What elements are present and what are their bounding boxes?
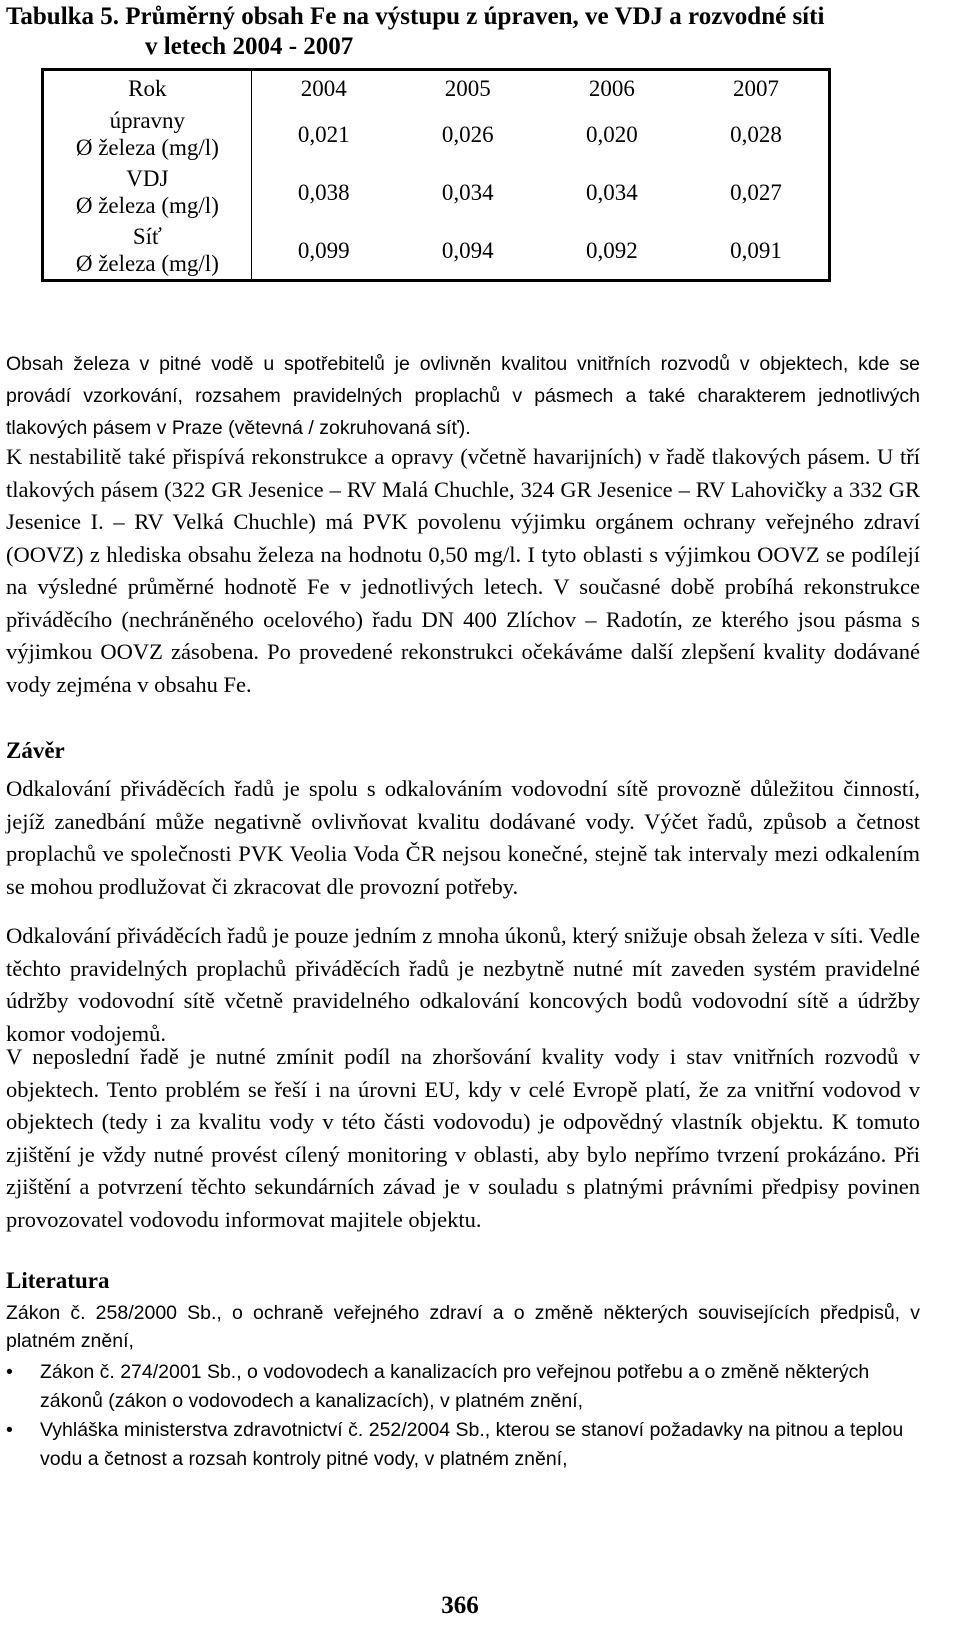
list-item-text: Vyhláška ministerstva zdravotnictví č. 252/2004 Sb., kterou se stanoví požadavky na pitnou a teplou vodu a četnost a rozsah kontroly pitné vody, v platném znění, [40, 1419, 904, 1470]
bullet-icon: • [6, 1361, 13, 1383]
bullet-icon: • [6, 1419, 13, 1441]
conclusion-heading: Závěr [6, 738, 65, 763]
conclusion-paragraph-1: Odkalování přiváděcích řadů je spolu s odkalováním vodovodní sítě provozně důležitou činností, jejíž zanedbání může negativně ovlivňovat kvalitu dodávané vody. Výčet řadů, způsob a četnost proplachů ve společnosti PVK Veolia Voda ČR nejsou konečné, stejně tak intervaly mezi odkalením se mohou prodlužovat či zkracovat dle provozní potřeby. [6, 776, 920, 899]
value-cell: 0,021 [297, 121, 350, 147]
header-year-cell: 2005 [444, 75, 491, 101]
row-label-top: VDJ [126, 166, 169, 191]
value-cell: 0,034 [585, 179, 638, 205]
list-item [6, 1416, 920, 1474]
row-label-top: úpravny [109, 108, 186, 133]
value-cell: 0,026 [441, 121, 494, 147]
literature-first-entry: Zákon č. 258/2000 Sb., o ochraně veřejného zdraví a o změně některých souvisejících předpisů, v platném znění, [6, 1302, 920, 1352]
intro-paragraph-sans: Obsah železa v pitné vodě u spotřebitelů je ovlivněn kvalitou vnitřních rozvodů v objektech, kde se provádí vzorkování, rozsahem pravidelných proplachů v pásmech a také charakterem jednotlivých tlakových pásem v Praze (větevná / zokruhovaná síť). [6, 353, 920, 439]
header-year-cell: 2007 [732, 75, 779, 101]
value-cell: 0,028 [730, 121, 782, 147]
row-label-bottom: Ø železa (mg/l) [75, 193, 219, 218]
row-label-top: Síť [132, 224, 162, 249]
row-label-bottom: Ø železa (mg/l) [75, 251, 219, 276]
table-row [43, 163, 830, 221]
iron-content-table [41, 68, 831, 282]
header-label-cell: Rok [43, 70, 252, 106]
table-caption-line1: Tabulka 5. Průměrný obsah Fe na výstupu z úpraven, ve VDJ a rozvodné síti [6, 3, 825, 30]
header-year-cell: 2004 [300, 75, 347, 101]
list-item [6, 1358, 920, 1416]
value-cell: 0,099 [297, 237, 350, 263]
page-number: 366 [441, 1592, 479, 1619]
row-label-cell [43, 105, 252, 163]
table-header-row [43, 70, 830, 106]
value-cell: 0,020 [585, 121, 638, 147]
table-row [43, 105, 830, 163]
literature-heading: Literatura [6, 1268, 110, 1293]
list-item-text: Zákon č. 274/2001 Sb., o vodovodech a kanalizacích pro veřejnou potřebu a o změně některých zákonů (zákon o vodovodech a kanalizacích), v platném znění, [40, 1361, 870, 1412]
value-cell: 0,094 [441, 237, 494, 263]
conclusion-paragraph-3: V neposlední řadě je nutné zmínit podíl na zhoršování kvality vody i stav vnitřních rozvodů v objektech. Tento problém se řeší i na úrovni EU, kdy v celé Evropě platí, že za vnitřní vodovod v objektech (tedy i za kvalitu vody v této části vodovodu) je odpovědný vlastník objektu. K tomuto zjištění je vždy nutné provést cílený monitoring v oblasti, aby bylo nepřímo tvrzení prokázáno. Při zjištění a potvrzení těchto sekundárních závad je v souladu s platnými právními předpisy povinen provozovatel vodovodu informovat majitele objektu. [6, 1044, 920, 1232]
table-caption-line2: v letech 2004 - 2007 [145, 33, 354, 60]
row-label-bottom: Ø železa (mg/l) [75, 135, 219, 160]
conclusion-paragraph-2: Odkalování přiváděcích řadů je pouze jedním z mnoha úkonů, který snižuje obsah železa v síti. Vedle těchto pravidelných proplachů přiváděcích řadů je nezbytně nutné mít zaveden systém pravidelné údržby vodovodní sítě včetně pravidelného odkalování koncových bodů vodovodní sítě a údržby komor vodojemů. [6, 923, 920, 1046]
table-row [43, 221, 830, 281]
intro-paragraph-serif: K nestabilitě také přispívá rekonstrukce a opravy (včetně havarijních) v řadě tlakových pásem. U tří tlakových pásem (322 GR Jesenice – RV Malá Chuchle, 324 GR Jesenice – RV Lahovičky a 332 GR Jesenice I. – RV Velká Chuchle) má PVK povolenu výjimku orgánem ochrany veřejného zdraví (OOVZ) z hlediska obsahu železa na hodnotu 0,50 mg/l. I tyto oblasti s výjimkou OOVZ se podílejí na výsledné průměrné hodnotě Fe v jednotlivých letech. V současné době probíhá rekonstrukce přiváděcího (nechráněného ocelového) řadu DN 400 Zlíchov – Radotín, ze kterého jsou pásma s výjimkou OOVZ zásobena. Po provedené rekonstrukci očekáváme další zlepšení kvality dodávané vody zejména v obsahu Fe. [6, 444, 920, 697]
value-cell: 0,092 [585, 237, 638, 263]
literature-list [6, 1358, 920, 1474]
value-cell: 0,034 [441, 179, 494, 205]
value-cell: 0,091 [730, 237, 782, 263]
row-label-cell [43, 163, 252, 221]
row-label-cell [43, 221, 252, 281]
value-cell: 0,027 [730, 179, 782, 205]
table-caption [6, 2, 956, 62]
value-cell: 0,038 [297, 179, 350, 205]
header-year-cell: 2006 [588, 75, 635, 101]
